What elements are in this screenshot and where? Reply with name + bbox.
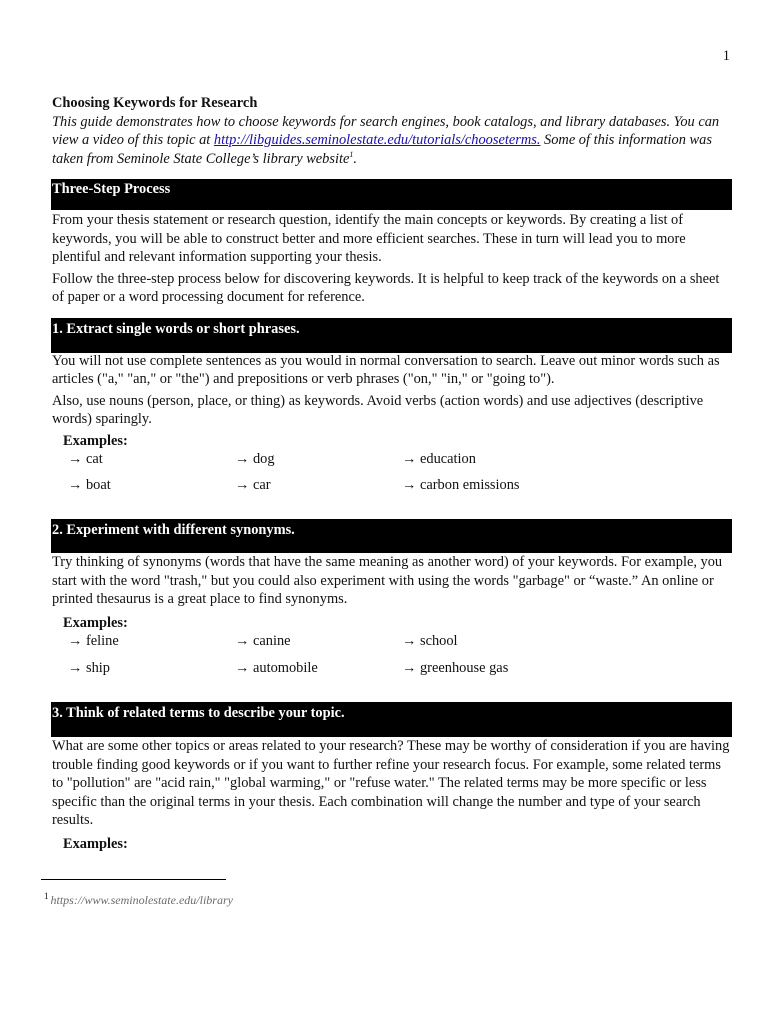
- example-item: → cat: [68, 451, 103, 467]
- paragraph: Also, use nouns (person, place, or thing) as keywords. Avoid verbs (action words) and use adjectives (descriptive words) sparingly.: [52, 392, 704, 427]
- section-heading-three-step: Three-Step Process: [51, 179, 732, 210]
- examples-row: [68, 450, 732, 469]
- intro-text: This guide demonstrates how to choose keywords for search engines, book catalogs, and library databases. You can view a video of this topic at: [52, 113, 720, 148]
- example-item: → greenhouse gas: [402, 659, 509, 676]
- example-item: → car: [235, 476, 271, 493]
- intro-text-after: Some of this information was taken from Seminole State College’s library website: [52, 132, 712, 167]
- examples-label: Examples:: [63, 835, 128, 852]
- example-item: → dog: [235, 451, 275, 467]
- intro-end: .: [353, 150, 357, 167]
- example-item: → canine: [235, 633, 291, 649]
- intro-paragraph: [52, 113, 732, 169]
- section-heading-synonyms: 2. Experiment with different synonyms.: [51, 519, 732, 553]
- paragraph: From your thesis statement or research question, identify the main concepts or keywords. By creating a list of keywords, you will be able to construct better and more efficient searches. These in turn will lead you to more plentiful and relevant information supporting your thesis.: [52, 212, 686, 265]
- video-link[interactable]: http://libguides.seminolestate.edu/tutorials/chooseterms.: [213, 132, 541, 148]
- example-item: → education: [402, 451, 476, 467]
- footnote: [44, 887, 233, 910]
- examples-label: Examples:: [63, 614, 128, 631]
- footnote-number: 1: [44, 891, 49, 901]
- example-item: → school: [402, 633, 458, 649]
- section-heading-extract: 1. Extract single words or short phrases.: [51, 318, 732, 353]
- document-body: [52, 94, 732, 853]
- examples-row: [68, 632, 732, 651]
- example-item: → automobile: [235, 659, 318, 676]
- section-heading-related-terms: 3. Think of related terms to describe your topic.: [51, 702, 732, 737]
- example-item: → feline: [68, 633, 119, 649]
- examples-label: Examples:: [63, 432, 128, 449]
- paragraph: Try thinking of synonyms (words that have the same meaning as another word) of your keywords. For example, you start with the word "trash," but you could also experiment with using the words "garbage" or “waste.” An online or printed thesaurus is a great place to find synonyms.: [52, 554, 723, 607]
- footnote-reference[interactable]: 1: [349, 149, 354, 159]
- example-item: → carbon emissions: [402, 476, 520, 493]
- examples-row: [68, 476, 732, 495]
- footnote-separator: [41, 879, 226, 880]
- footnote-url[interactable]: https://www.seminolestate.edu/library: [50, 893, 233, 907]
- paragraph: Follow the three-step process below for discovering keywords. It is helpful to keep track of the keywords on a sheet of paper or a word processing document for reference.: [52, 270, 720, 305]
- page-number: 1: [722, 48, 730, 64]
- paragraph: What are some other topics or areas related to your research? These may be worthy of consideration if you are having trouble finding good keywords or if you want to further refine your research focus. For example, some related terms to "pollution" are "acid rain," "global warming," or "refuse water." The related terms may be more specific or less specific than the original terms in your thesis. Each combination will change the number and type of your search results.: [52, 738, 730, 828]
- example-item: → boat: [68, 476, 111, 493]
- document-title: Choosing Keywords for Research: [52, 95, 258, 111]
- examples-row: [68, 659, 732, 678]
- example-item: → ship: [68, 659, 110, 676]
- paragraph: You will not use complete sentences as you would in normal conversation to search. Leave out minor words such as articles ("a," "an," or "the") and prepositions or verb phrases ("on," "in," or "going to").: [52, 352, 720, 387]
